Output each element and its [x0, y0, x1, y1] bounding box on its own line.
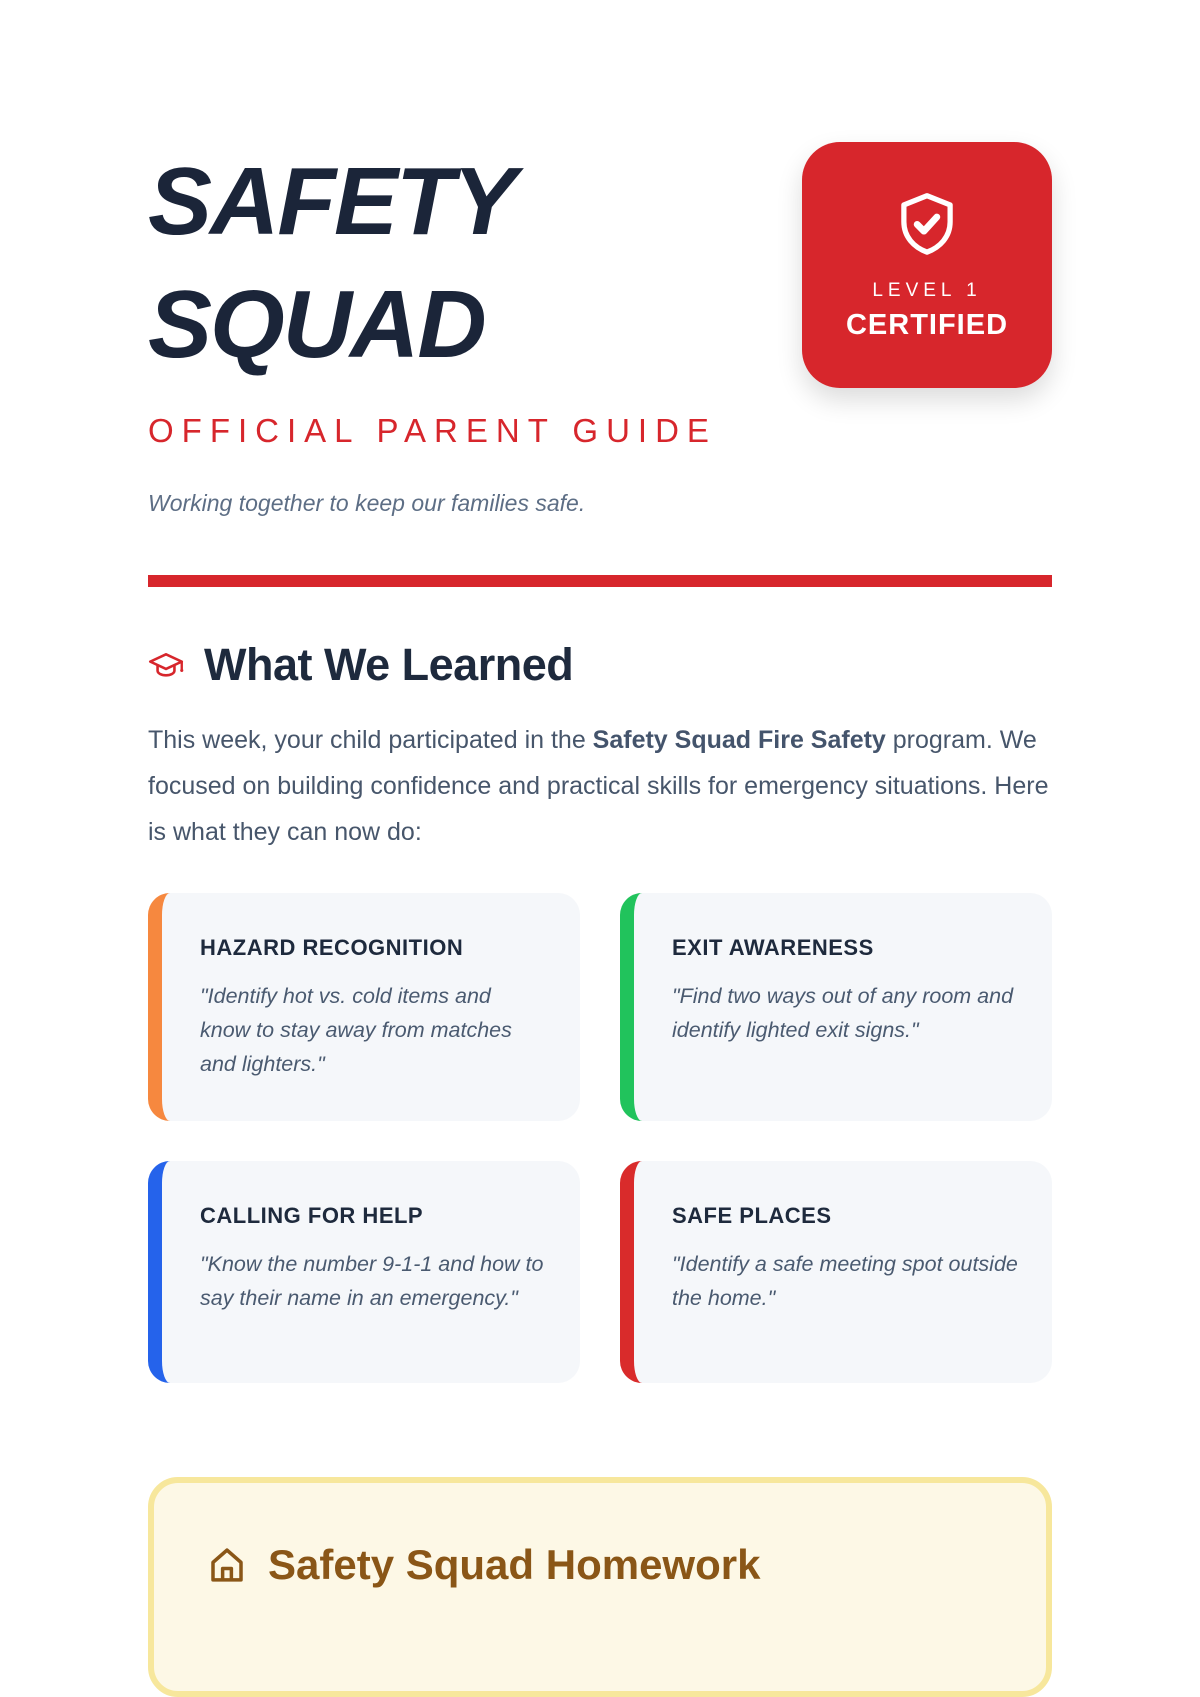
parent-guide-page: [148, 0, 1052, 1697]
certification-badge: [802, 142, 1052, 388]
skill-card-quote: "Know the number 9-1-1 and how to say their name in an emergency.": [200, 1252, 544, 1310]
page-title-line-1: SAFETY: [148, 148, 515, 255]
homework-heading: [206, 1541, 996, 1589]
skill-card-title: CALLING FOR HELP: [200, 1203, 424, 1228]
what-we-learned-section: [148, 639, 1052, 1383]
skill-card-title: SAFE PLACES: [672, 1203, 832, 1228]
shield-check-icon: [890, 188, 964, 262]
skills-card-grid: [148, 893, 1052, 1383]
title-block: [148, 140, 717, 450]
skill-card-quote: "Identify a safe meeting spot outside the home.": [672, 1252, 1018, 1310]
badge-status-label: CERTIFIED: [845, 309, 1009, 341]
section-divider: [148, 575, 1052, 587]
intro-paragraph: [148, 717, 1052, 855]
skill-card-exit-awareness: [620, 893, 1052, 1121]
badge-level-label: LEVEL 1: [872, 280, 982, 301]
page-title: [148, 140, 717, 386]
what-we-learned-heading: [148, 639, 1052, 691]
skill-card-title: EXIT AWARENESS: [672, 935, 874, 960]
skill-card-hazard-recognition: [148, 893, 580, 1121]
homework-section: [148, 1477, 1052, 1697]
graduation-cap-icon: [148, 650, 184, 680]
kicker: OFFICIAL PARENT GUIDE: [148, 412, 717, 449]
skill-card-quote: "Find two ways out of any room and identify lighted exit signs.": [672, 984, 1014, 1042]
skill-card-title: HAZARD RECOGNITION: [200, 935, 464, 960]
skill-card-calling-for-help: [148, 1161, 580, 1383]
skill-card-safe-places: [620, 1161, 1052, 1383]
page-title-line-2: SQUAD: [148, 271, 485, 378]
homework-heading-text: Safety Squad Homework: [268, 1541, 761, 1588]
intro-text-bold: Safety Squad Fire Safety: [592, 726, 886, 754]
header: [148, 140, 1052, 450]
intro-text-prefix: This week, your child participated in the: [148, 726, 593, 754]
skill-card-quote: "Identify hot vs. cold items and know to stay away from matches and lighters.": [200, 984, 512, 1076]
what-we-learned-heading-text: What We Learned: [204, 639, 574, 690]
house-icon: [206, 1544, 248, 1586]
tagline: Working together to keep our families safe.: [148, 490, 586, 516]
intro-text-suffix: program. We focused on building confidence and practical skills for emergency situations. Here is what they can now do:: [148, 726, 1049, 846]
